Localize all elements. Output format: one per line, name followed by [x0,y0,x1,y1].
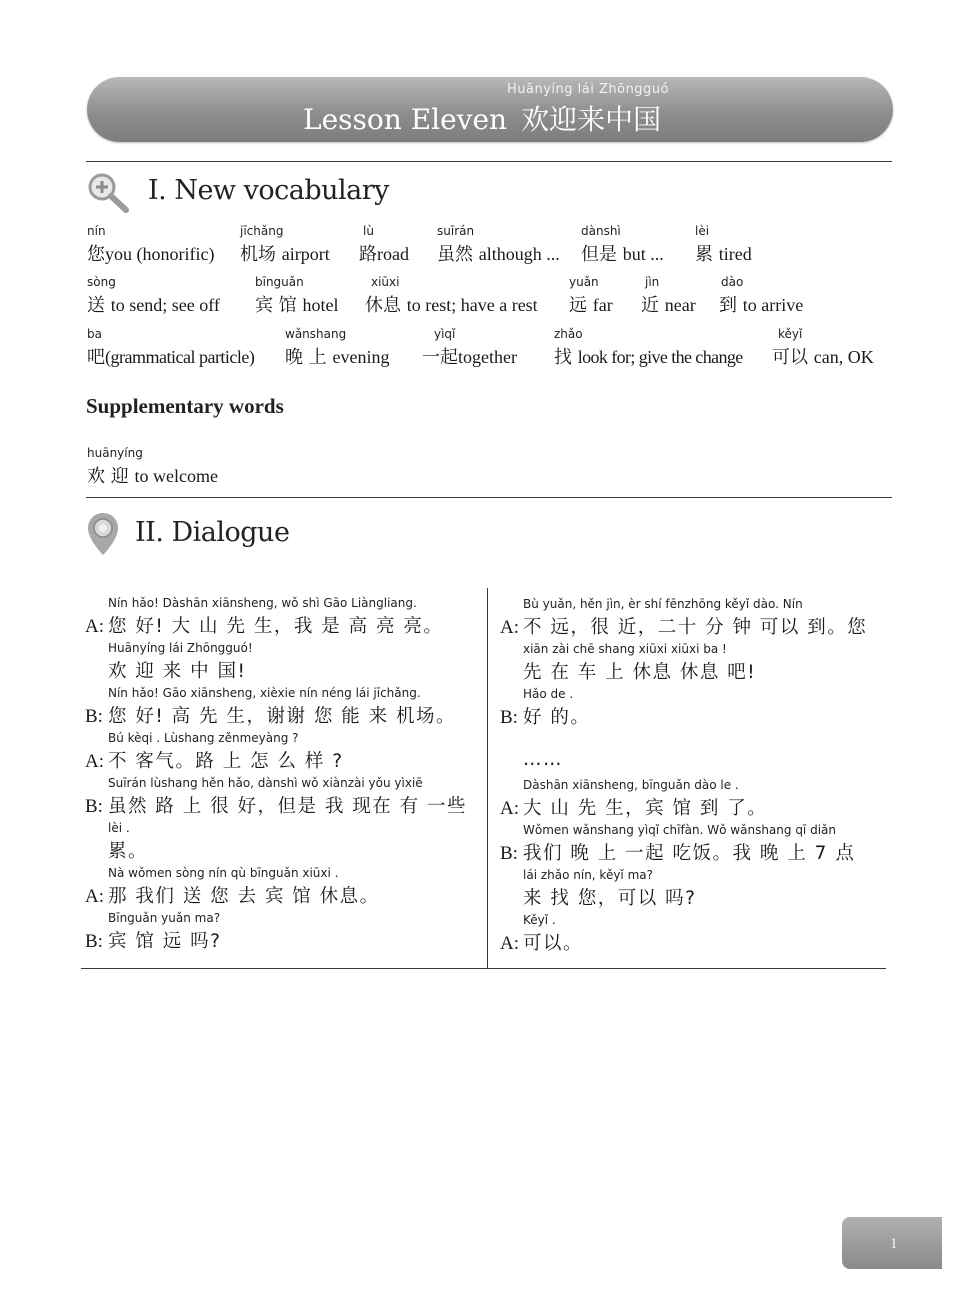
divider [86,497,892,498]
supplementary-title: Supplementary words [86,394,284,418]
dialogue-line: lái zhǎo nín, kěyǐ ma? 来 找 您，可以 吗? [523,868,697,909]
dialogue-line: Suīrán lùshang hěn hǎo, dànshì wǒ xiànzài yǒu yìxiē B: 虽然 路 上 很 好，但是 我 现在 有 一些 [85,776,468,817]
vocab-item: wǎnshang 晚 上 evening [285,327,390,368]
dialogue-line: Wǒmen wǎnshang yìqǐ chīfàn. Wǒ wǎnshang qī diǎn B: 我们 晚 上 一起 吃饭。我 晚 上 7 点 [500,823,856,864]
dialogue-line: Bú kèqi . Lùshang zěnmeyàng ? A: 不 客气。路 上 怎 么 样 ? [85,731,344,772]
dialogue-ellipsis: …… [523,749,563,770]
vocab-item: yuǎn 远 far [569,275,613,316]
lesson-title-pinyin: Huānyíng lái Zhōngguó [507,82,670,97]
supplementary-item: huānyíng 欢 迎 to welcome [87,446,218,487]
vocab-item: lù 路road [359,224,409,265]
divider [81,968,886,969]
vocab-item: lèi 累 tired [695,224,752,265]
lesson-title-zh: 欢迎来中国 [521,103,662,136]
dialogue-line: Dàshān xiānsheng, bīnguǎn dào le . A: 大 山 先 生，宾 馆 到 了。 [500,778,768,819]
dialogue-line: Nín hǎo! Dàshān xiānsheng, wǒ shì Gāo Liàngliang. A: 您 好! 大 山 先 生，我 是 高 亮 亮。 [85,596,444,637]
vocab-item: dào 到 to arrive [719,275,804,316]
divider [86,161,892,162]
vocab-item: xiūxi 休息 to rest; have a rest [365,275,538,316]
dialogue-line: lèi . 累。 [108,821,149,862]
vocab-item: ba 吧(grammatical particle) [87,327,255,368]
dialogue-line: Hǎo de . B: 好 的。 [500,687,591,728]
dialogue-line: Nín hǎo! Gāo xiānsheng, xièxie nín néng lái jīchǎng. B: 您 好! 高 先 生，谢谢 您 能 来 机场。 [85,686,456,727]
vocab-item: zhǎo 找 look for; give the change [554,327,743,368]
vocab-item: sòng 送 to send; see off [87,275,220,316]
dialogue-line: Bù yuǎn, hěn jìn, èr shí fēnzhōng kěyǐ dào. Nín A: 不 远，很 近，二十 分 钟 可以 到。您 [500,597,868,638]
lesson-title-en: Lesson Eleven [303,103,508,136]
column-divider [487,588,488,968]
vocab-item: nín 您you (honorific) [87,224,215,265]
dialogue-line: Kěyǐ . A: 可以。 [500,913,584,954]
dialogue-line: Huānyíng lái Zhōngguó! 欢 迎 来 中 国! [108,641,253,682]
vocab-item: bīnguǎn 宾 馆 hotel [255,275,339,316]
dialogue-line: Bīnguǎn yuǎn ma? B: 宾 馆 远 吗? [85,911,222,952]
vocab-item: dànshì 但是 but ... [581,224,664,265]
lesson-title [303,98,661,138]
location-pin-icon [86,511,120,561]
page-number: 1 [890,1236,898,1252]
section-title-vocabulary: I. New vocabulary [148,175,389,206]
vocab-item: jīchǎng 机场 airport [240,224,330,265]
section-title-dialogue: II. Dialogue [135,517,290,548]
vocab-item: suīrán 虽然 although ... [437,224,560,265]
vocab-item: kěyǐ 可以 can, OK [772,327,874,368]
magnifier-plus-icon [86,172,134,218]
dialogue-line: Nà wǒmen sòng nín qù bīnguǎn xiūxi . A: 那 我们 送 您 去 宾 馆 休息。 [85,866,380,907]
vocab-item: jìn 近 near [641,275,696,316]
dialogue-line: xiān zài chē shang xiūxi xiūxi ba ! 先 在 车 上 休息 休息 吧! [523,642,757,683]
vocab-item: yìqǐ 一起together [422,327,517,368]
